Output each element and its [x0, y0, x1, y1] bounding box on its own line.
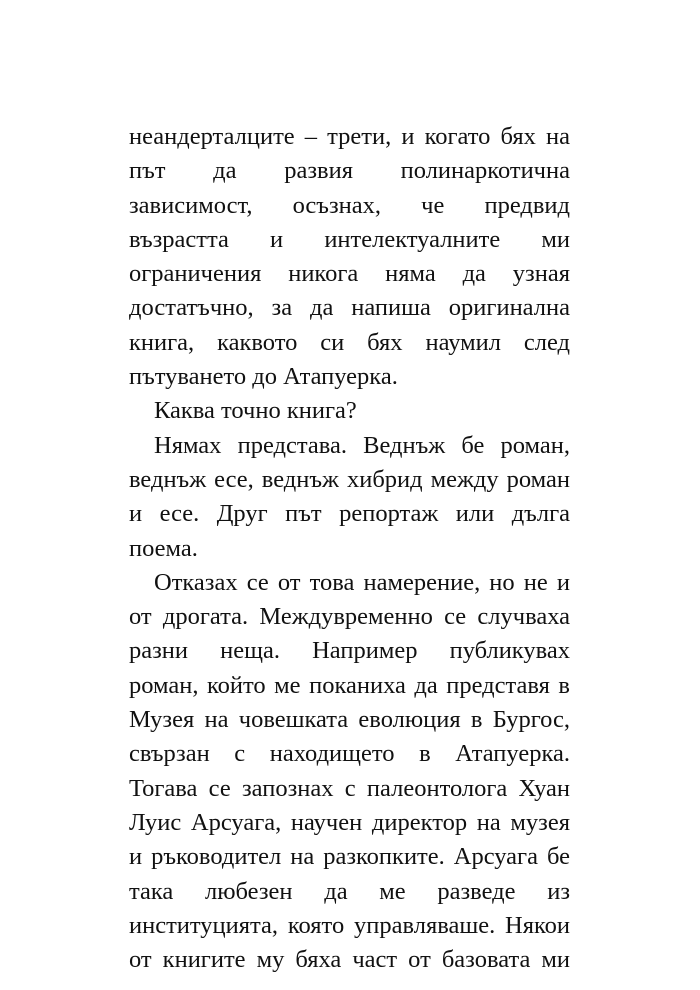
text-line: Луис Арсуага, научен директор на музея: [129, 808, 570, 836]
text-line: Тогава се запознах с палеонтолога Хуан: [129, 774, 570, 802]
text-line: ограничения никога няма да узная: [129, 260, 570, 288]
text-line: Каква точно книга?: [154, 397, 357, 425]
text-line: поема.: [129, 534, 198, 562]
text-line: неандерталците – трети, и когато бях на: [129, 123, 570, 150]
text-line: пътуването до Атапуерка.: [129, 363, 398, 391]
text-line: достатъчно, за да напиша оригинална: [129, 294, 570, 322]
text-line: и ръководител на разкопките. Арсуага бе: [129, 843, 570, 871]
text-line: така любезен да ме разведе из: [129, 877, 570, 905]
text-line: роман, който ме поканиха да представя в: [129, 671, 570, 699]
text-line: веднъж есе, веднъж хибрид между роман: [129, 465, 570, 493]
text-line: възрастта и интелектуалните ми: [129, 225, 570, 253]
text-line: книга, каквото си бях наумил след: [129, 328, 570, 356]
text-line: от дрогата. Междувременно се случваха: [129, 603, 570, 631]
text-line: Нямах представа. Веднъж бе роман,: [154, 431, 570, 459]
text-line: път да развия полинаркотична: [129, 157, 570, 185]
text-line: свързан с находището в Атапуерка.: [129, 740, 570, 768]
text-line: от книгите му бяха част от базовата ми: [129, 946, 570, 974]
text-line: зависимост, осъзнах, че предвид: [129, 191, 570, 219]
text-line: институцията, която управляваше. Някои: [129, 911, 570, 939]
text-line: разни неща. Например публикувах: [129, 637, 570, 665]
text-line: Музея на човешката еволюция в Бургос,: [129, 706, 570, 734]
text-line: Отказах се от това намерение, но не и: [154, 568, 570, 596]
body-text: [129, 120, 570, 977]
text-line: и есе. Друг път репортаж или дълга: [129, 500, 570, 528]
